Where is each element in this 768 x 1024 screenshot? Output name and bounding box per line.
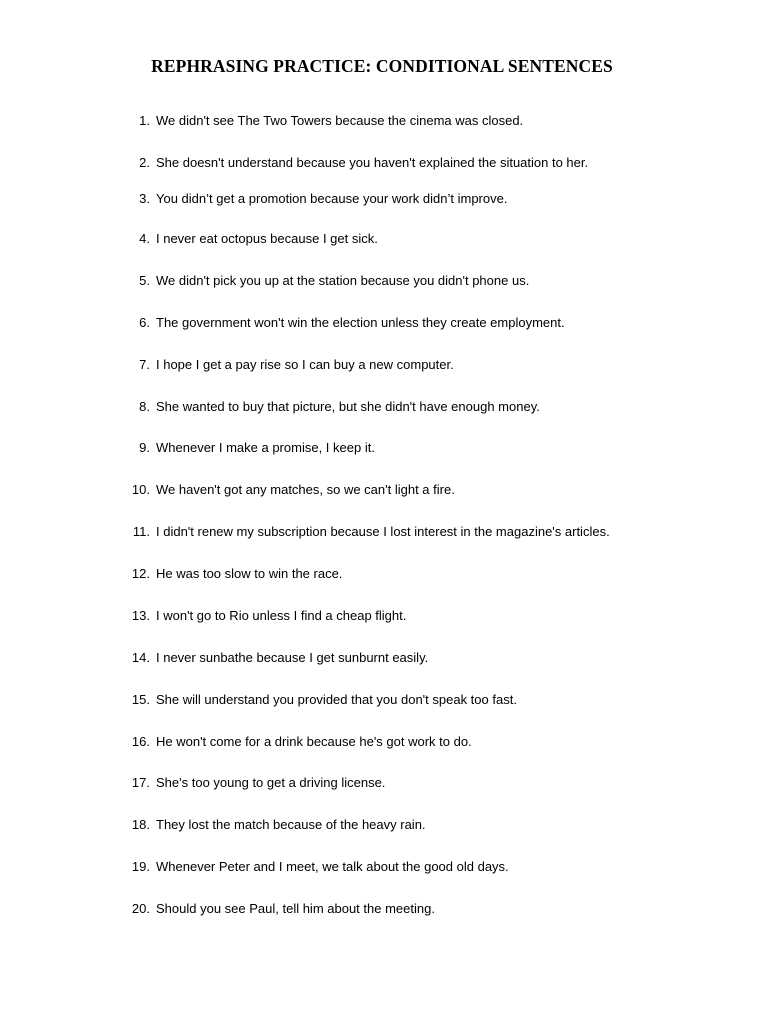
exercise-number: 7. <box>139 357 150 372</box>
exercise-sentence: You didn’t get a promotion because your work didn’t improve. <box>156 191 508 206</box>
exercise-number: 19. <box>131 859 150 874</box>
exercise-item <box>0 271 768 291</box>
exercise-number: 17. <box>131 775 150 790</box>
exercise-number: 15. <box>131 692 150 707</box>
exercise-item <box>0 773 768 793</box>
exercise-item <box>0 355 768 375</box>
exercise-item <box>0 153 768 173</box>
exercise-sentence: I never sunbathe because I get sunburnt easily. <box>156 650 429 665</box>
exercise-sentence: We haven't got any matches, so we can't light a fire. <box>156 482 455 497</box>
exercise-number: 20. <box>131 901 150 916</box>
exercise-number: 14. <box>131 650 150 665</box>
exercise-sentence: He won't come for a drink because he's got work to do. <box>156 734 472 749</box>
exercise-sentence: She wanted to buy that picture, but she didn't have enough money. <box>156 399 540 414</box>
exercise-item <box>0 397 768 417</box>
exercise-sentence: He was too slow to win the race. <box>156 566 343 581</box>
exercise-sentence: She's too young to get a driving license. <box>156 775 386 790</box>
exercise-sentence: I won't go to Rio unless I find a cheap flight. <box>156 608 407 623</box>
exercise-number: 6. <box>139 315 150 330</box>
exercise-item <box>0 648 768 668</box>
exercise-number: 9. <box>139 440 150 455</box>
exercise-sentence: Whenever Peter and I meet, we talk about the good old days. <box>156 859 509 874</box>
exercise-number: 10. <box>131 482 150 497</box>
exercise-number: 18. <box>131 817 150 832</box>
exercise-item <box>0 438 768 458</box>
exercise-item <box>0 899 768 919</box>
exercise-sentence: Should you see Paul, tell him about the meeting. <box>156 901 435 916</box>
exercise-sentence: They lost the match because of the heavy rain. <box>156 817 426 832</box>
exercise-item <box>0 606 768 626</box>
exercise-number: 4. <box>139 231 150 246</box>
exercise-item <box>0 111 768 131</box>
exercise-item <box>0 229 768 249</box>
exercise-number: 5. <box>139 273 150 288</box>
exercise-item <box>0 480 768 500</box>
exercise-number: 3. <box>139 191 150 206</box>
exercise-item <box>0 189 768 209</box>
exercise-item <box>0 690 768 710</box>
exercise-number: 2. <box>139 155 150 170</box>
exercise-sentence: I hope I get a pay rise so I can buy a new computer. <box>156 357 454 372</box>
exercise-number: 13. <box>131 608 150 623</box>
exercise-item <box>0 313 768 333</box>
exercise-number: 16. <box>131 734 150 749</box>
exercise-item <box>0 564 768 584</box>
exercise-number: 8. <box>139 399 150 414</box>
exercise-item <box>0 522 768 542</box>
exercise-item <box>0 815 768 835</box>
exercise-sentence: We didn't see The Two Towers because the cinema was closed. <box>156 113 524 128</box>
exercise-sentence: Whenever I make a promise, I keep it. <box>156 440 375 455</box>
exercise-sentence: The government won't win the election unless they create employment. <box>156 315 565 330</box>
document-title: REPHRASING PRACTICE: CONDITIONAL SENTENCES <box>151 56 613 76</box>
exercise-number: 12. <box>131 566 150 581</box>
exercise-item <box>0 732 768 752</box>
exercise-sentence: She doesn't understand because you haven't explained the situation to her. <box>156 155 589 170</box>
exercise-sentence: She will understand you provided that you don't speak too fast. <box>156 692 517 707</box>
exercise-item <box>0 857 768 877</box>
exercise-sentence: I never eat octopus because I get sick. <box>156 231 378 246</box>
exercise-sentence: We didn't pick you up at the station because you didn't phone us. <box>156 273 530 288</box>
exercise-number: 11. <box>132 524 150 539</box>
exercise-number: 1. <box>139 113 150 128</box>
exercise-sentence: I didn't renew my subscription because I lost interest in the magazine's articles. <box>156 524 610 539</box>
